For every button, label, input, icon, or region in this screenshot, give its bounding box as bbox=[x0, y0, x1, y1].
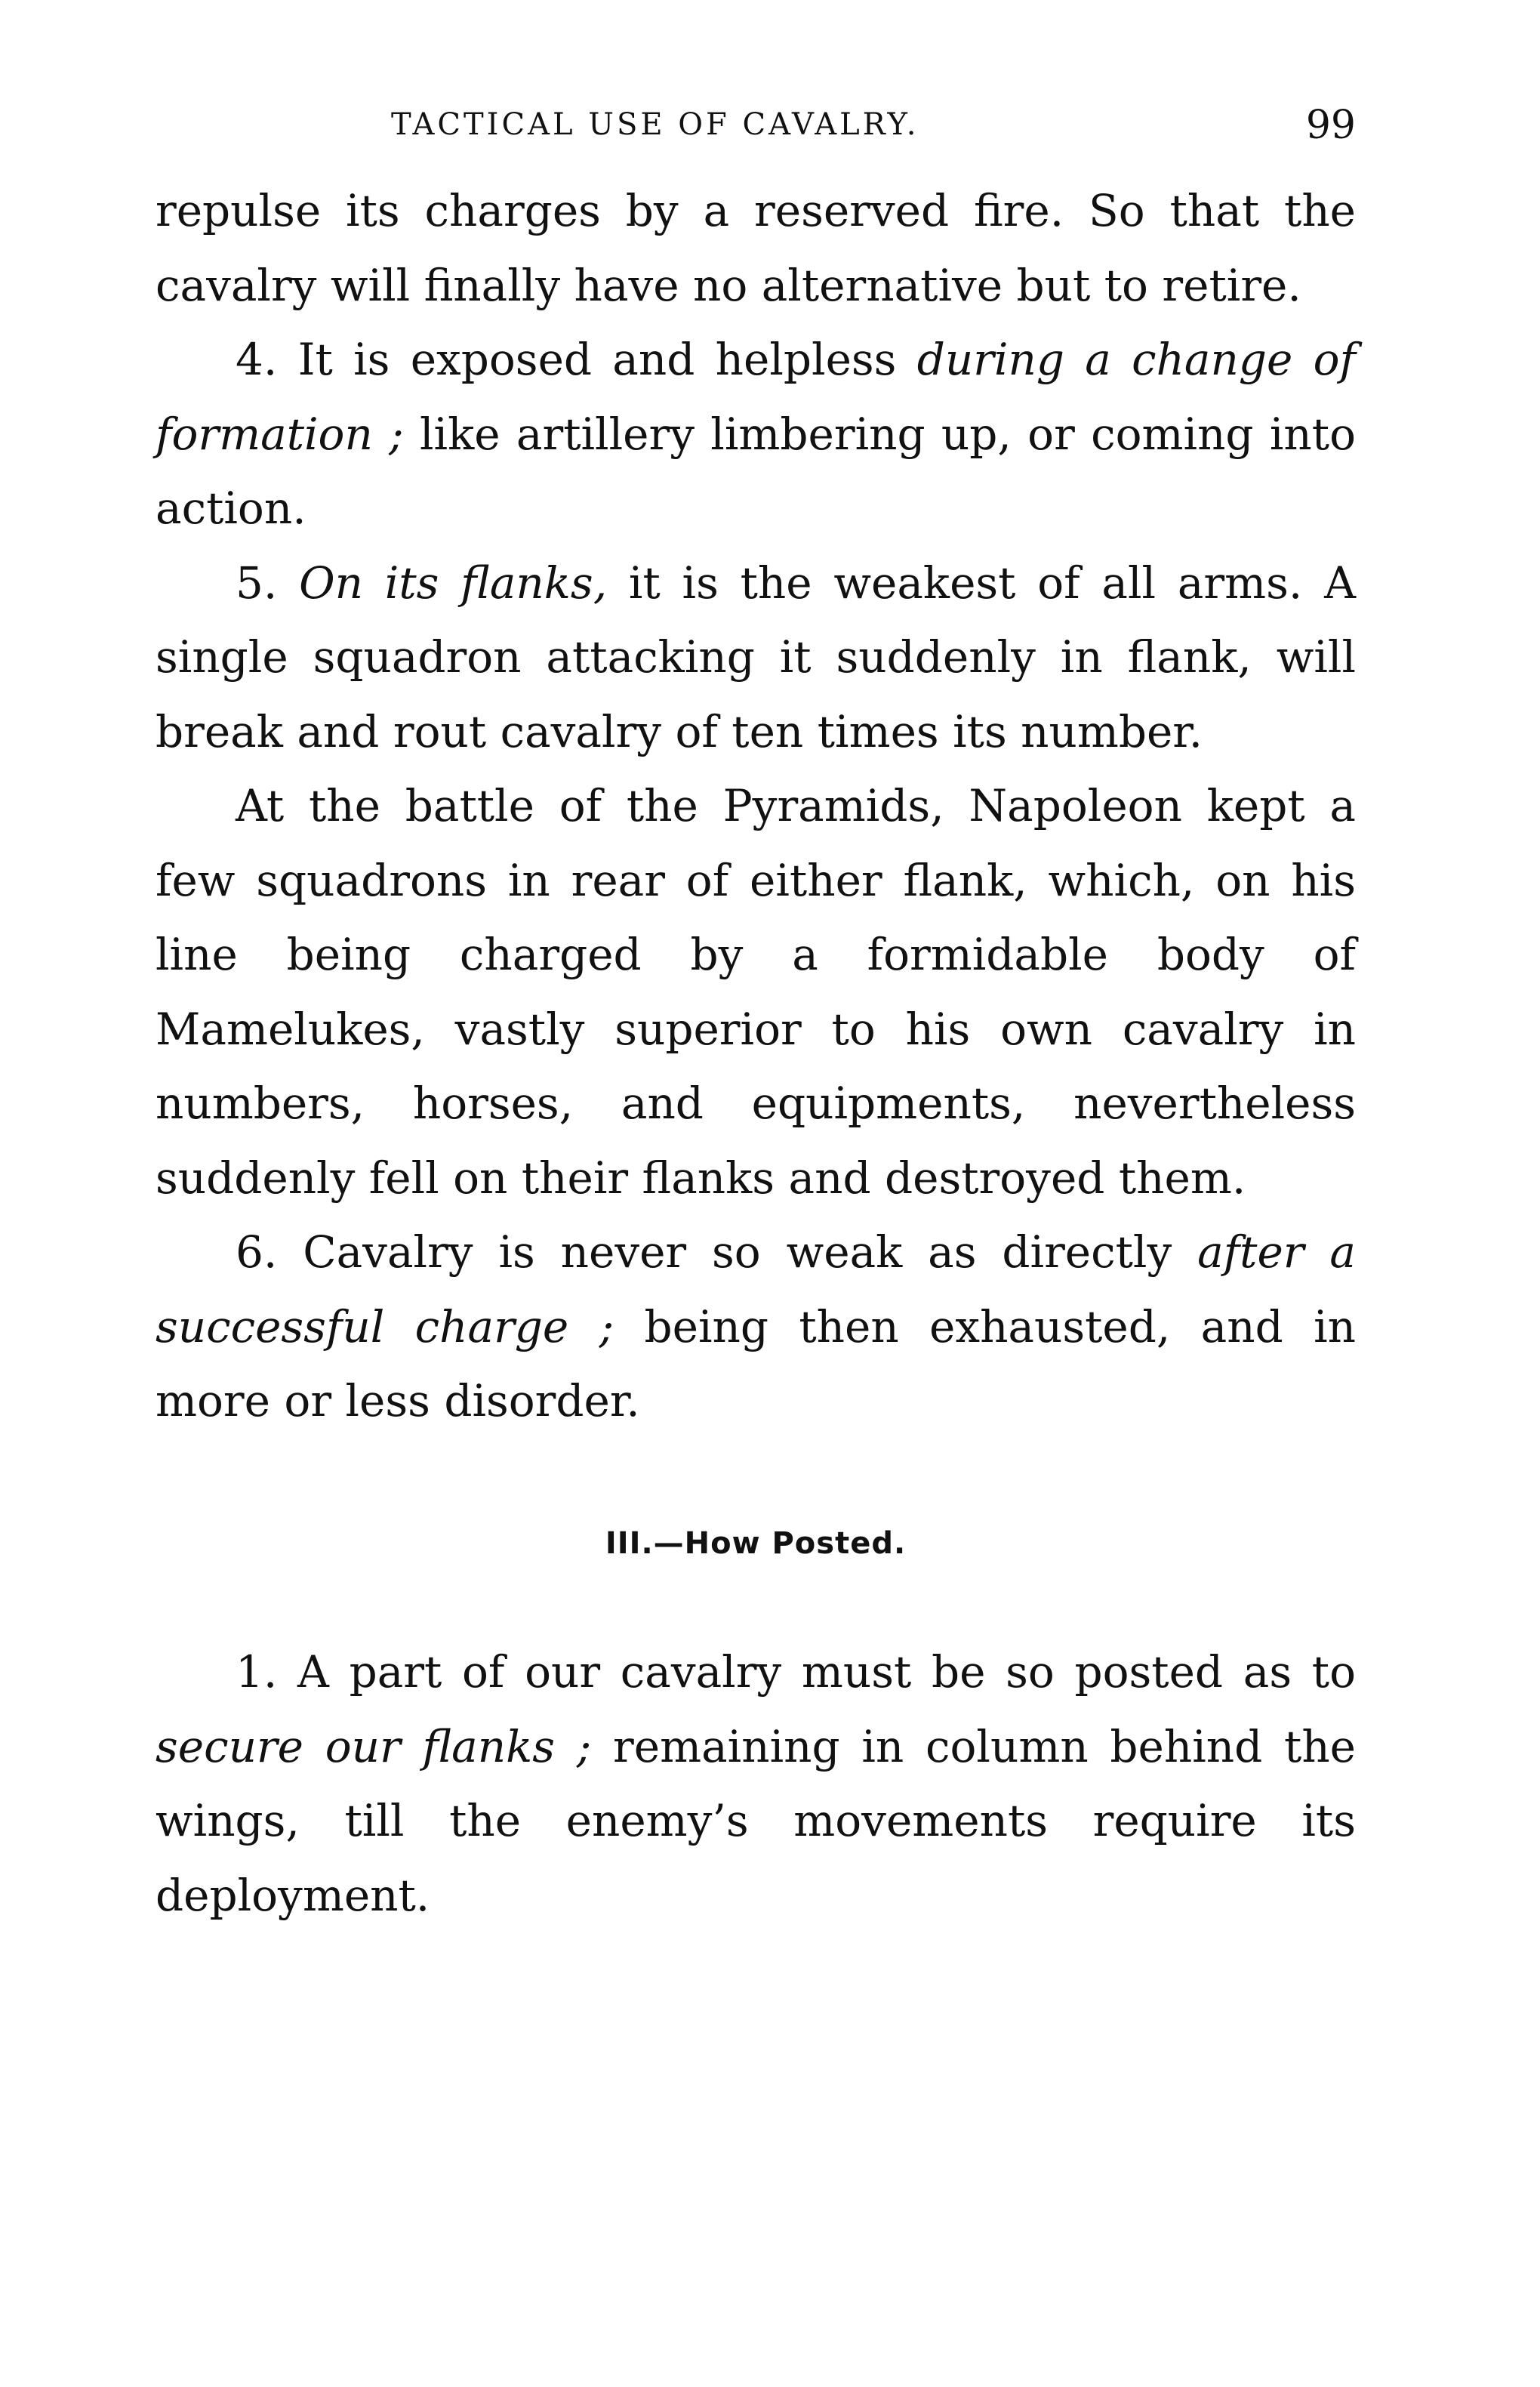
paragraph-point-6: 6. Cavalry is never so weak as directly after a successful charge ; being then exhausted, and in more or less disorder. bbox=[156, 1226, 1356, 1426]
body-text bbox=[156, 174, 1356, 1932]
page-number: 99 bbox=[1305, 103, 1356, 148]
running-title: TACTICAL USE OF CAVALRY. bbox=[391, 107, 919, 142]
book-page bbox=[156, 91, 1356, 1932]
paragraph-continuation: repulse its charges by a reserved fire. So that the cavalry will finally have no alternative but to retire. bbox=[156, 185, 1356, 311]
paragraph-section-point-1: 1. A part of our cavalry must be so posted as to secure our flanks ; remaining in column behind the wings, till the enemy’s movements require its deployment. bbox=[156, 1646, 1356, 1921]
emphasis-on-its-flanks: On its flanks, bbox=[299, 557, 608, 609]
emphasis-secure-our-flanks: secure our flanks ; bbox=[156, 1720, 592, 1772]
emphasis-after-successful-charge: after a successful charge ; bbox=[156, 1226, 1356, 1352]
paragraph-point-5: 5. On its flanks, it is the weakest of all arms. A single squadron attacking it suddenly in flank, will break and rout cavalry of ten times its number. bbox=[156, 557, 1356, 757]
section-heading: III.—How Posted. bbox=[605, 1525, 907, 1561]
paragraph-pyramids: At the battle of the Pyramids, Napoleon kept a few squadrons in rear of either flank, which, on his line being charged by a formidable body of Mamelukes, vastly superior to his own cavalry in numbers, horses, and equipments, nevertheless suddenly fell on their flanks and destroyed them. bbox=[156, 780, 1356, 1204]
paragraph-point-4: 4. It is exposed and helpless during a change of formation ; like artillery limbering up, or coming into action. bbox=[156, 334, 1357, 534]
running-head bbox=[156, 91, 1356, 174]
emphasis-change-of-formation: during a change of formation ; bbox=[156, 334, 1356, 460]
